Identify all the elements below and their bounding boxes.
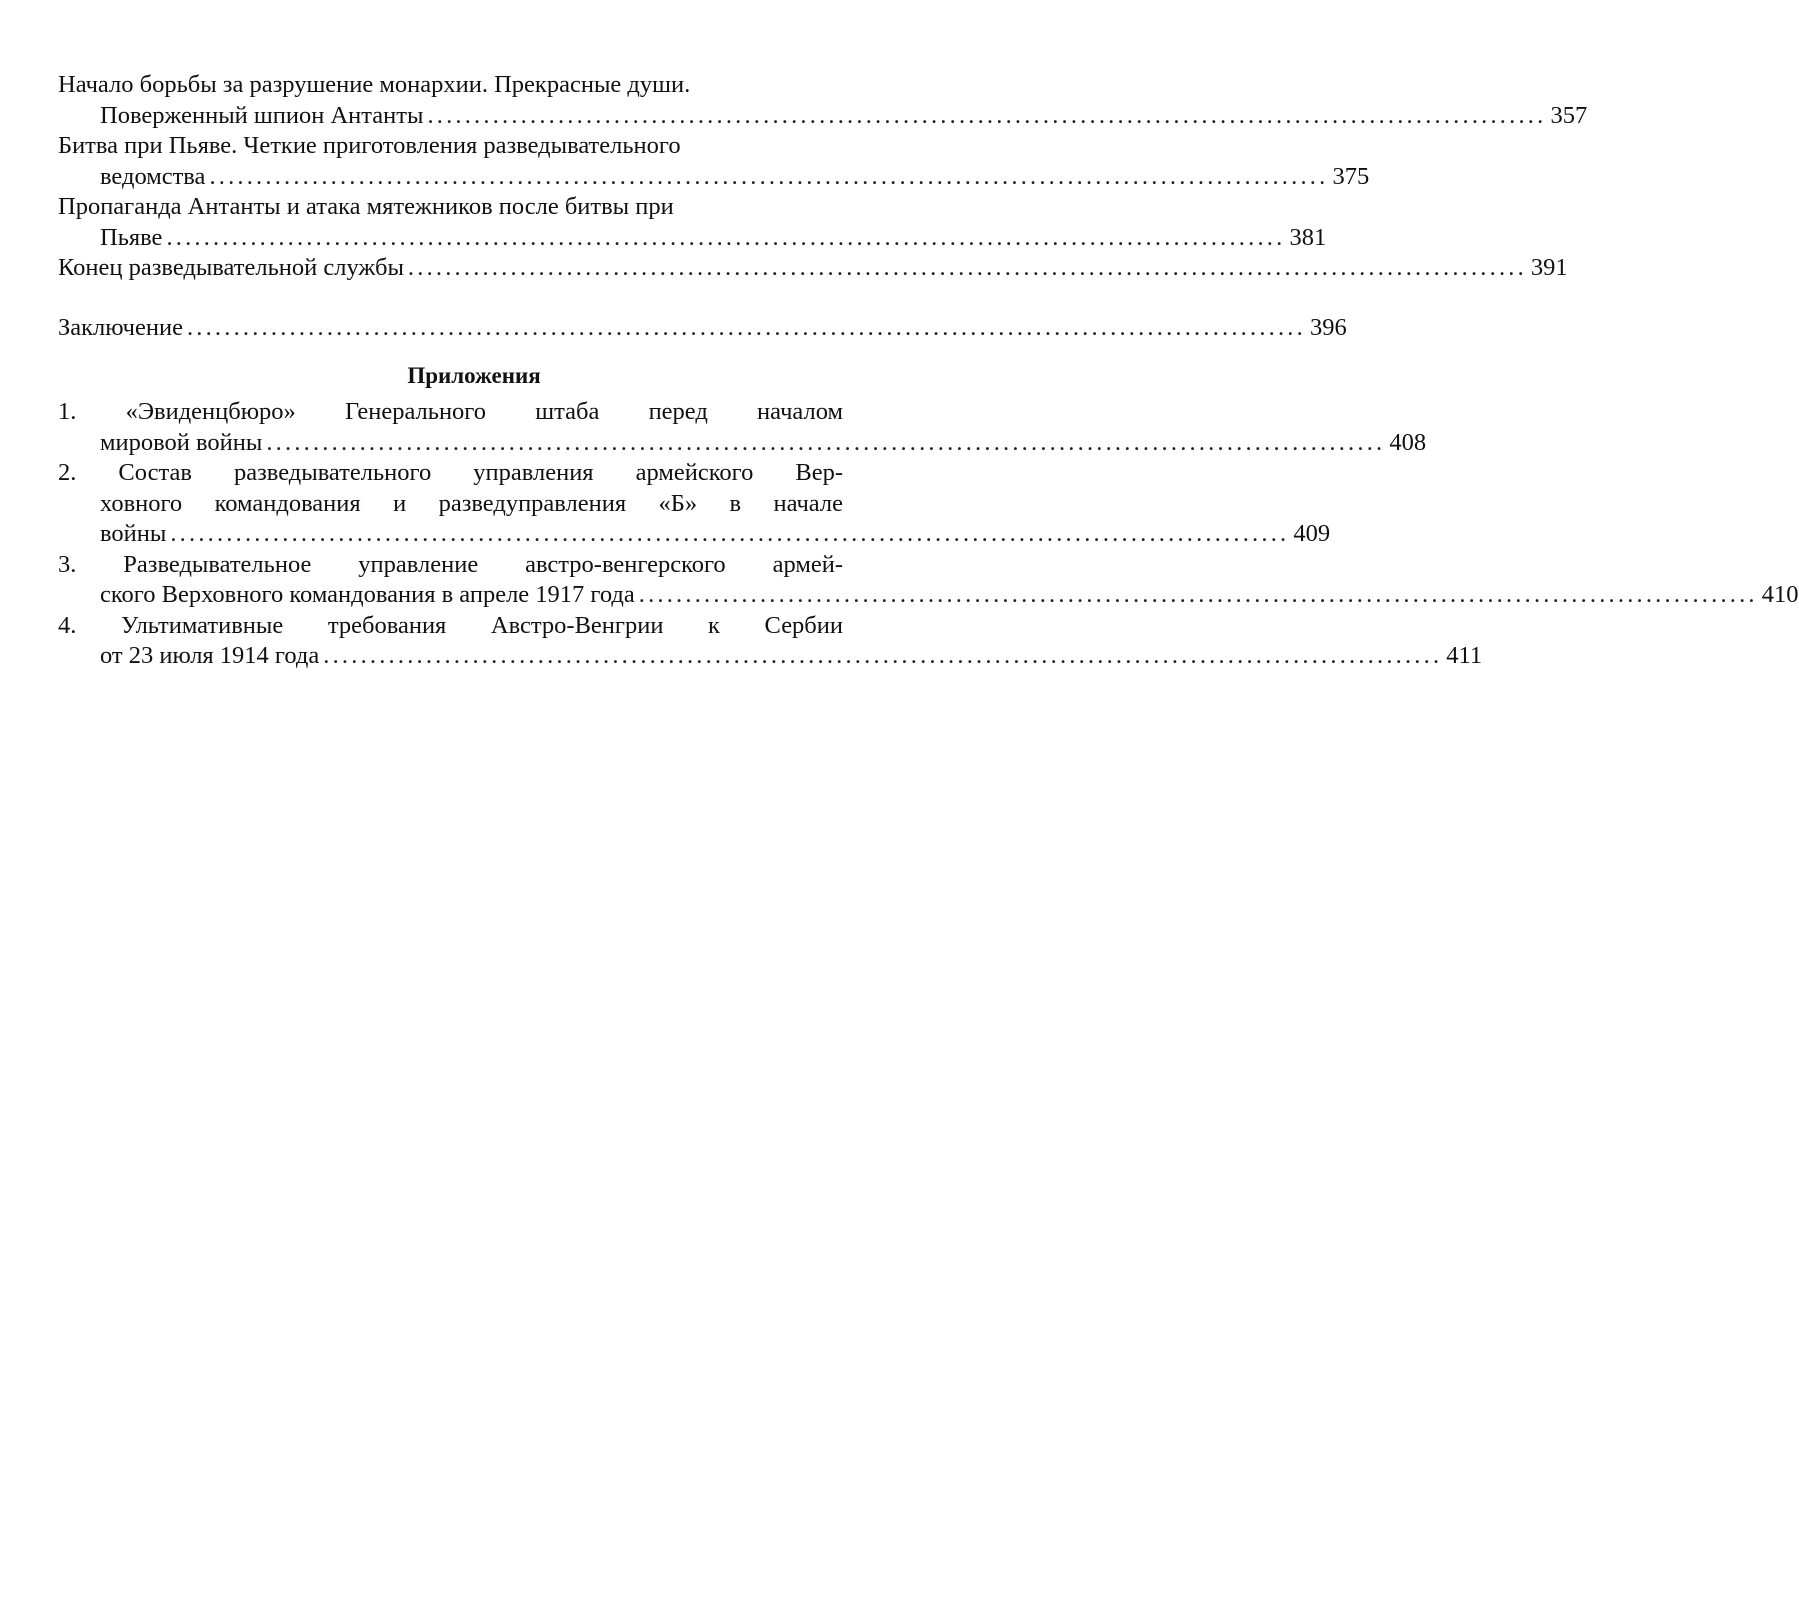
toc-entry-last-line	[58, 253, 1568, 284]
toc-entry-title-line: Начало борьбы за разрушение монархии. Прекрасные души.	[58, 71, 691, 98]
toc-entry-conclusion[interactable]	[58, 313, 1347, 344]
toc-entry-title-cont: войны	[100, 520, 167, 547]
toc-entry-title-cont: Поверженный шпион Антанты	[100, 101, 424, 129]
dot-leader: ........................................................................................................................	[209, 162, 1329, 190]
toc-entry-last-line	[58, 580, 1799, 611]
toc-entry-last-line	[58, 519, 1331, 550]
toc-entry-page: 410	[1761, 581, 1799, 608]
toc-entry-last-line	[58, 428, 1427, 459]
toc-entry-appendix[interactable]	[58, 550, 1799, 611]
toc-entry[interactable]	[58, 253, 1568, 284]
toc-entry-page: 411	[1446, 642, 1483, 669]
dot-leader: ........................................................................................................................	[266, 428, 1386, 456]
toc-entry-page: 409	[1293, 520, 1331, 547]
toc-entry[interactable]	[58, 131, 1370, 192]
toc-entry-title-line: Пропаганда Антанты и атака мятежников после битвы при	[58, 193, 674, 220]
toc-entry-appendix[interactable]	[58, 611, 1483, 672]
toc-entry-title-line: 3. Разведывательное управление австро-венгерского армей-	[58, 550, 843, 578]
section-heading-appendices: Приложения	[407, 363, 541, 388]
toc-entry-appendix[interactable]	[58, 397, 1427, 458]
toc-entry-title-line: 1. «Эвиденцбюро» Генерального штаба перед началом	[58, 398, 843, 425]
dot-leader: ........................................................................................................................	[166, 223, 1286, 251]
toc-entry-title: Заключение	[58, 313, 183, 341]
toc-entry-last-line	[58, 223, 1327, 254]
toc-entry[interactable]	[58, 192, 1327, 253]
toc-entry-page: 396	[1309, 313, 1347, 341]
toc-entry-title-line: Битва при Пьяве. Четкие приготовления разведывательного	[58, 132, 681, 159]
toc-entry-title-line: 4. Ультимативные требования Австро-Венгрии к Сербии	[58, 611, 843, 639]
toc-entry-title-cont: мировой войны	[100, 428, 263, 456]
spacer	[58, 284, 890, 313]
dot-leader: ........................................................................................................................	[407, 254, 1527, 281]
toc-entry-last-line	[58, 162, 1370, 193]
toc-entry-page: 381	[1289, 223, 1327, 251]
toc-entry-title-cont: ведомства	[100, 162, 206, 190]
toc-entry-appendix[interactable]	[58, 458, 1331, 550]
toc-entry-last-line	[58, 313, 1347, 344]
toc-entry-last-line	[58, 641, 1483, 672]
toc-entry-page: 408	[1389, 428, 1427, 456]
toc-entry-page: 357	[1550, 101, 1588, 129]
toc-entry-title: Конец разведывательной службы	[58, 254, 404, 281]
toc-entry[interactable]	[58, 70, 1588, 131]
toc-entry-page: 391	[1530, 254, 1568, 281]
dot-leader: ........................................................................................................................	[170, 520, 1290, 547]
toc-entry-title-line: ховного командования и разведуправления «Б» в начале	[100, 489, 843, 517]
toc-entry-title-cont: Пьяве	[100, 223, 163, 251]
dot-leader: ........................................................................................................................	[638, 581, 1758, 608]
dot-leader: ........................................................................................................................	[427, 101, 1547, 129]
toc-entry-page: 375	[1332, 162, 1370, 190]
toc-entry-title-cont: от 23 июля 1914 года	[100, 642, 320, 669]
toc-entry-title-cont: ского Верховного командования в апреле 1917 года	[100, 581, 635, 608]
table-of-contents	[58, 70, 1799, 672]
toc-entry-title-line: 2. Состав разведывательного управления армейского Вер-	[58, 459, 843, 486]
dot-leader: ........................................................................................................................	[186, 313, 1306, 341]
dot-leader: ........................................................................................................................	[323, 642, 1443, 669]
toc-entry-last-line	[58, 101, 1588, 132]
